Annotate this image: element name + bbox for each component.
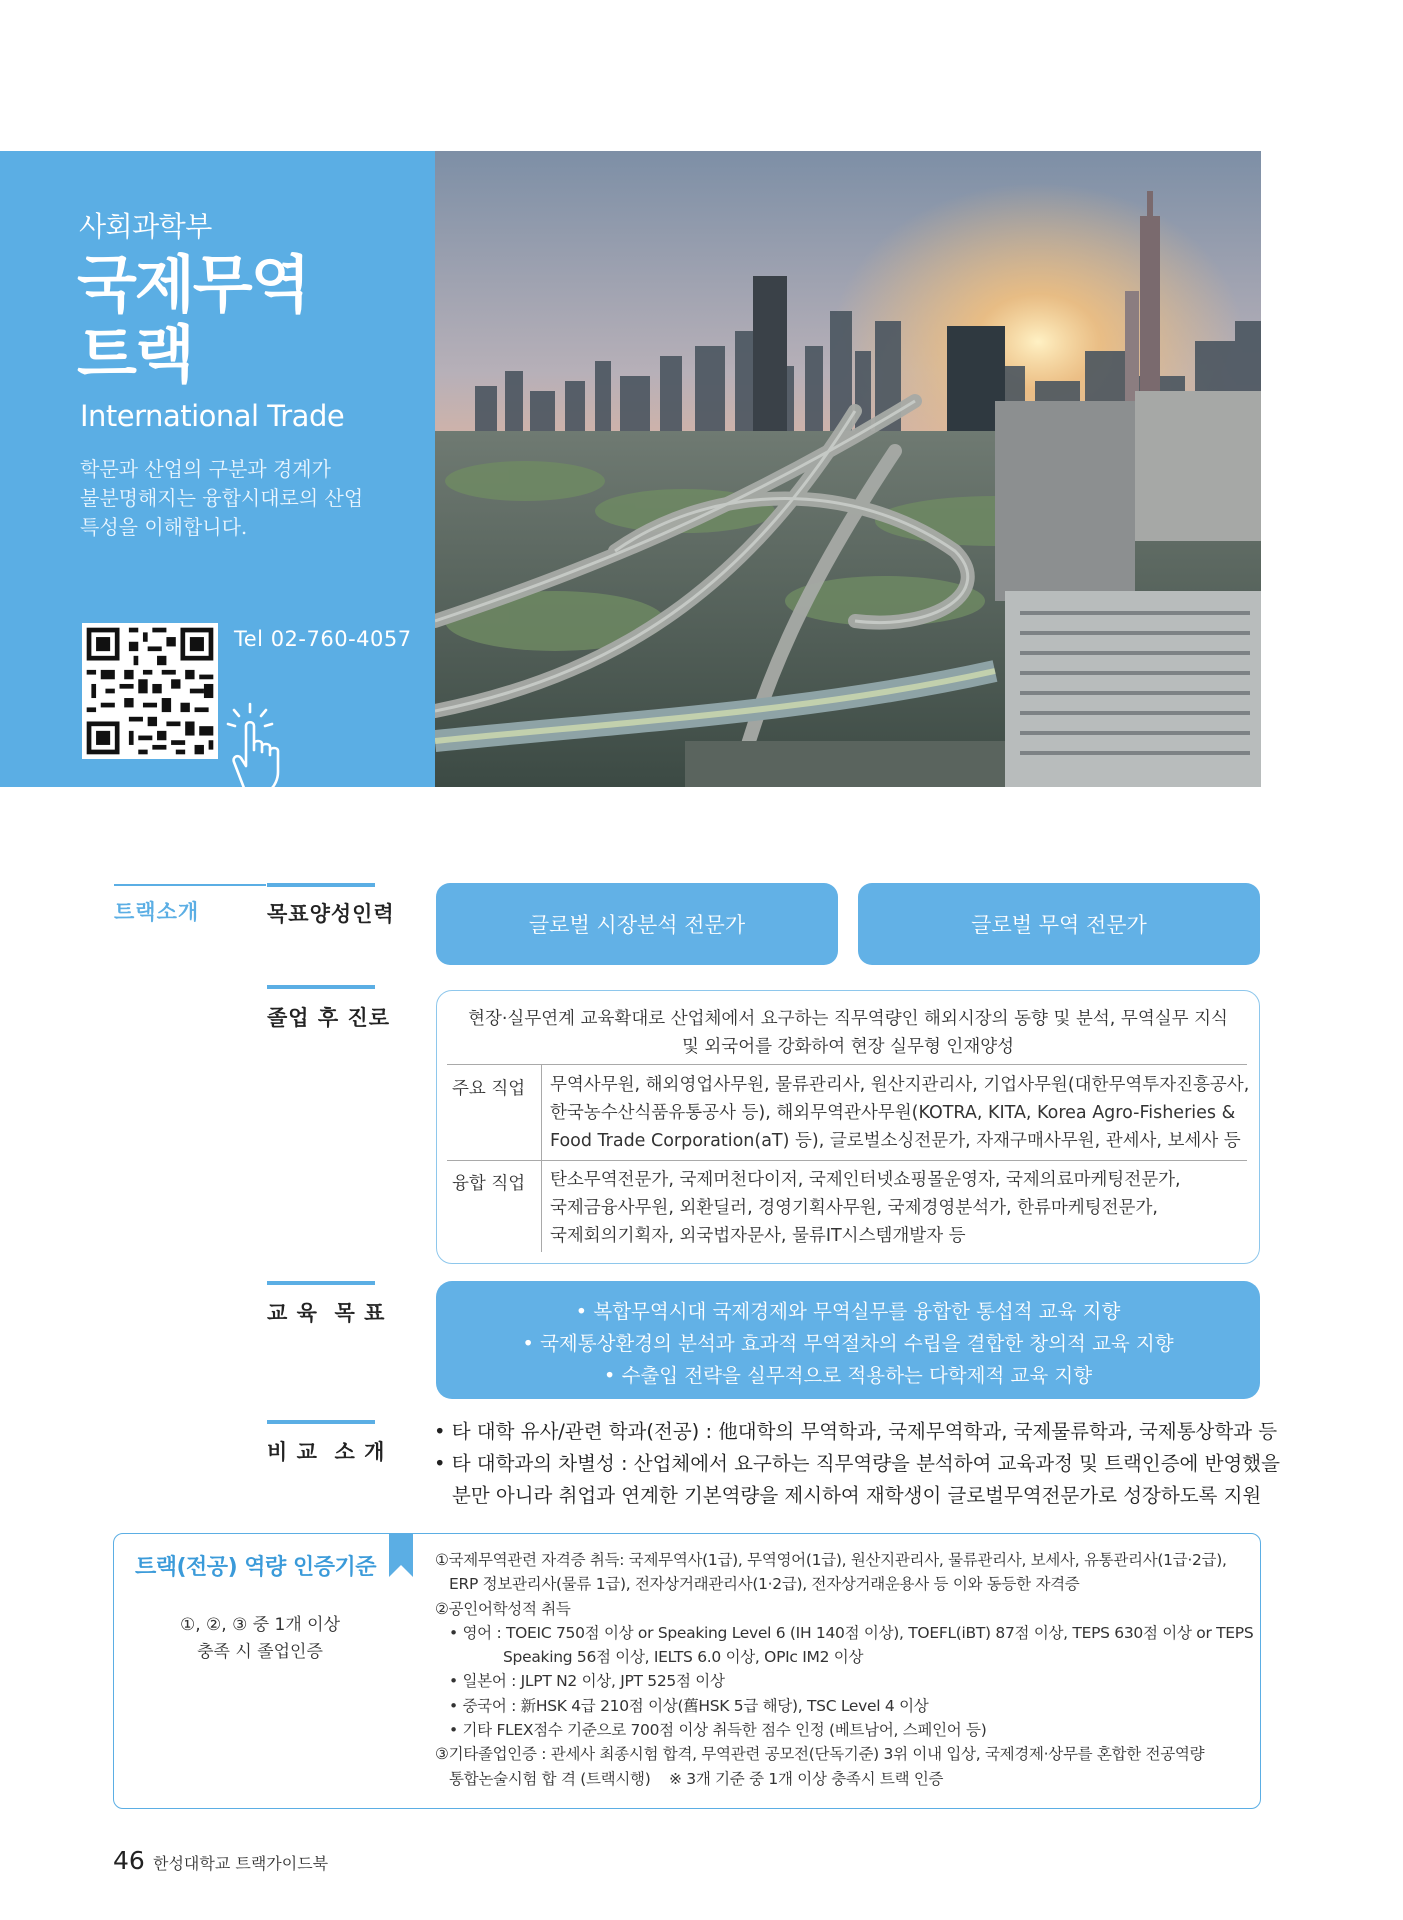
telephone-number: Tel 02-760-4057 [234,627,412,651]
section-title-track-intro: 트랙소개 [114,900,200,924]
book-title: 한성대학교 트랙가이드북 [153,1854,329,1873]
english-title: International Trade [80,399,345,433]
goal-pill-trade-expert: 글로벌 무역 전문가 [858,883,1260,965]
track-description [80,455,410,542]
edu-goal-item: • 수출입 전략을 실무적으로 적용하는 다학제적 교육 지향 [603,1364,1093,1387]
table-divider [447,1160,1247,1161]
description-line: 학문과 산업의 구분과 경계가 [80,457,331,481]
criteria-line: ①국제무역관련 자격증 취득: 국제무역사(1급), 무역영어(1급), 원산지관리사, 물류관리사, 보세사, 유통관리사(1급·2급), [435,1551,1227,1569]
bookmark-ribbon-icon [389,1533,413,1581]
division-name: 사회과학부 [79,210,212,243]
job-label-convergence: 융합 직업 [452,1174,526,1194]
page-number: 46 [113,1846,145,1875]
compare-text [434,1416,1280,1512]
job-line: 무역사무원, 해외영업사무원, 물류관리사, 원산지관리사, 기업사무원(대한무역투자진흥공사, [550,1075,1250,1095]
certification-criteria [435,1548,1254,1791]
criteria-line: 통합논술시험 합 격 (트랙시행) ※ 3개 기준 중 1개 이상 충족시 트랙 인증 [449,1769,944,1788]
criteria-line: • 기타 FLEX점수 기준으로 700점 이상 취득한 점수 인정 (베트남어, 스페인어 등) [449,1721,987,1740]
edu-goal-item: • 복합무역시대 국제경제와 무역실무를 융합한 통섭적 교육 지향 [575,1300,1121,1323]
title-line-2: 트랙 [77,318,193,391]
section-divider [114,884,266,886]
criteria-line: • 중국어 : 新HSK 4급 210점 이상(舊HSK 5급 해당), TSC Level 4 이상 [449,1696,929,1715]
job-list-main [550,1071,1249,1155]
condition-line: 충족 시 졸업인증 [197,1642,323,1662]
job-line: 국제금융사무원, 외환딜러, 경영기획사무원, 국제경영분석가, 한류마케팅전문가, [550,1198,1158,1218]
job-line: Food Trade Corporation(aT) 등), 글로벌소싱전문가, 자재구매사무원, 관세사, 보세사 등 [550,1131,1241,1151]
job-line: 한국농수산식품유통공사 등), 해외무역관사무원(KOTRA, KITA, Korea Agro-Fisheries & [550,1103,1236,1123]
job-label-main: 주요 직업 [452,1079,526,1099]
label-underline [267,883,375,887]
table-divider [447,1064,1247,1065]
job-line: 국제회의기획자, 외국법자문사, 물류IT시스템개발자 등 [550,1226,966,1246]
condition-line: ①, ②, ③ 중 1개 이상 [179,1615,341,1635]
career-label: 졸업 후 진로 [267,1006,391,1030]
title-line-1: 국제무역 [77,248,309,321]
tap-hand-icon [222,700,292,796]
edu-goals-box [436,1281,1260,1399]
qr-code-icon[interactable] [82,623,218,759]
criteria-line: • 일본어 : JLPT N2 이상, JPT 525점 이상 [449,1672,725,1691]
table-column-divider [541,1064,542,1252]
criteria-line: Speaking 56점 이상, IELTS 6.0 이상, OPIc IM2 이상 [503,1648,864,1667]
career-intro-line: 현장·실무연계 교육확대로 산업체에서 요구하는 직무역량인 해외시장의 동향 및 분석, 무역실무 지식 [468,1009,1228,1029]
goal-label: 목표양성인력 [267,902,395,926]
career-intro-line: 및 외국어를 강화하여 현장 실무형 인재양성 [681,1037,1015,1057]
label-underline [267,985,375,989]
page-title [77,250,309,390]
criteria-line: ③기타졸업인증 : 관세사 최종시험 합격, 무역관련 공모전(단독기준) 3위 이내 입상, 국제경제·상무를 혼합한 전공역량 [435,1745,1205,1764]
compare-label: 비 교 소 개 [267,1440,386,1464]
criteria-line: ②공인어학성적 취득 [435,1599,571,1618]
edu-goal-item: • 국제통상환경의 분석과 효과적 무역절차의 수립을 결합한 창의적 교육 지향 [522,1332,1174,1355]
goal-pill-market-analyst: 글로벌 시장분석 전문가 [436,883,838,965]
certification-title: 트랙(전공) 역량 인증기준 [135,1555,376,1580]
compare-line: 분만 아니라 취업과 연계한 기본역량을 제시하여 재학생이 글로벌무역전문가로 성장하도록 지원 [452,1484,1262,1507]
label-underline [267,1420,375,1424]
label-underline [267,1281,375,1285]
job-list-convergence [550,1166,1181,1250]
description-line: 특성을 이해합니다. [80,515,248,539]
description-line: 불분명해지는 융합시대로의 산업 [80,486,364,510]
job-line: 탄소무역전문가, 국제머천다이저, 국제인터넷쇼핑몰운영자, 국제의료마케팅전문가, [550,1170,1181,1190]
compare-line: • 타 대학 유사/관련 학과(전공) : 他대학의 무역학과, 국제무역학과, 국제물류학과, 국제통상학과 등 [434,1420,1278,1443]
career-intro-text [450,1005,1246,1061]
criteria-line: ERP 정보관리사(물류 1급), 전자상거래관리사(1·2급), 전자상거래운용사 등 이와 동등한 자격증 [449,1575,1080,1594]
cityscape-photo [435,151,1261,787]
compare-line: • 타 대학과의 차별성 : 산업체에서 요구하는 직무역량을 분석하여 교육과정 및 트랙인증에 반영했을 [434,1452,1280,1475]
certification-condition [150,1612,370,1666]
criteria-line: • 영어 : TOEIC 750점 이상 or Speaking Level 6 (IH 140점 이상), TOEFL(iBT) 87점 이상, TEPS 630점 이상 or TEPS [449,1623,1254,1642]
edu-goal-label: 교 육 목 표 [267,1301,386,1325]
